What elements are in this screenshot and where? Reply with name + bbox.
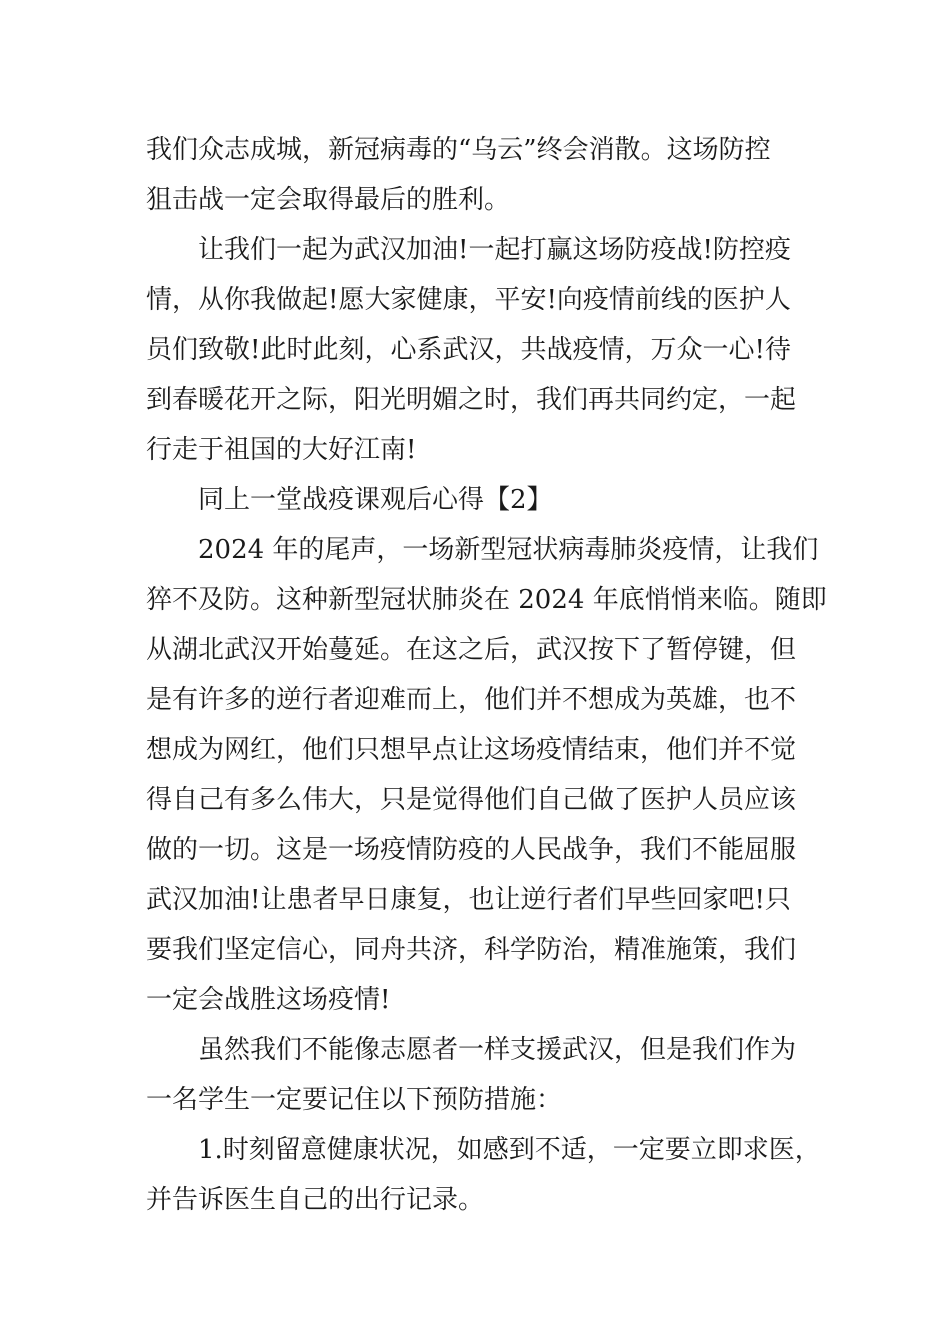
section-heading: 同上一堂战疫课观后心得【2】 (198, 485, 553, 515)
paragraph-4-line-5: 想成为网红，他们只想早点让这场疫情结束，他们并不觉 (146, 735, 797, 765)
paragraph-4-line-10: 一定会战胜这场疫情! (146, 985, 391, 1015)
list-item-1-line-2: 并告诉医生自己的出行记录。 (146, 1185, 485, 1215)
paragraph-5-line-1: 虽然我们不能像志愿者一样支援武汉，但是我们作为 (198, 1035, 797, 1065)
paragraph-4-line-1: 2024 年的尾声，一场新型冠状病毒肺炎疫情，让我们 (198, 535, 819, 565)
paragraph-4-line-3: 从湖北武汉开始蔓延。在这之后，武汉按下了暂停键，但 (146, 635, 797, 665)
paragraph-2-line-4: 到春暖花开之际，阳光明媚之时，我们再共同约定，一起 (146, 385, 797, 415)
paragraph-2-line-3: 员们致敬!此时此刻，心系武汉，共战疫情，万众一心!待 (146, 335, 791, 365)
paragraph-1-line-1: 我们众志成城，新冠病毒的“乌云”终会消散。这场防控 (146, 135, 771, 165)
list-item-1-line-1: 1.时刻留意健康状况，如感到不适，一定要立即求医， (198, 1135, 821, 1165)
paragraph-2-line-5: 行走于祖国的大好江南! (146, 435, 417, 465)
paragraph-5-line-2: 一名学生一定要记住以下预防措施： (146, 1085, 563, 1115)
paragraph-4-line-8: 武汉加油!让患者早日康复，也让逆行者们早些回家吧!只 (146, 885, 791, 915)
paragraph-1-line-2: 狙击战一定会取得最后的胜利。 (146, 185, 511, 215)
paragraph-4-line-2: 猝不及防。这种新型冠状肺炎在 2024 年底悄悄来临。随即 (146, 585, 827, 615)
paragraph-4-line-4: 是有许多的逆行者迎难而上，他们并不想成为英雄，也不 (146, 685, 797, 715)
paragraph-2-line-2: 情，从你我做起!愿大家健康，平安!向疫情前线的医护人 (146, 285, 791, 315)
paragraph-4-line-6: 得自己有多么伟大，只是觉得他们自己做了医护人员应该 (146, 785, 797, 815)
paragraph-4-line-7: 做的一切。这是一场疫情防疫的人民战争，我们不能屈服 (146, 835, 797, 865)
paragraph-2-line-1: 让我们一起为武汉加油!一起打赢这场防疫战!防控疫 (198, 235, 791, 265)
paragraph-4-line-9: 要我们坚定信心，同舟共济，科学防治，精准施策，我们 (146, 935, 797, 965)
